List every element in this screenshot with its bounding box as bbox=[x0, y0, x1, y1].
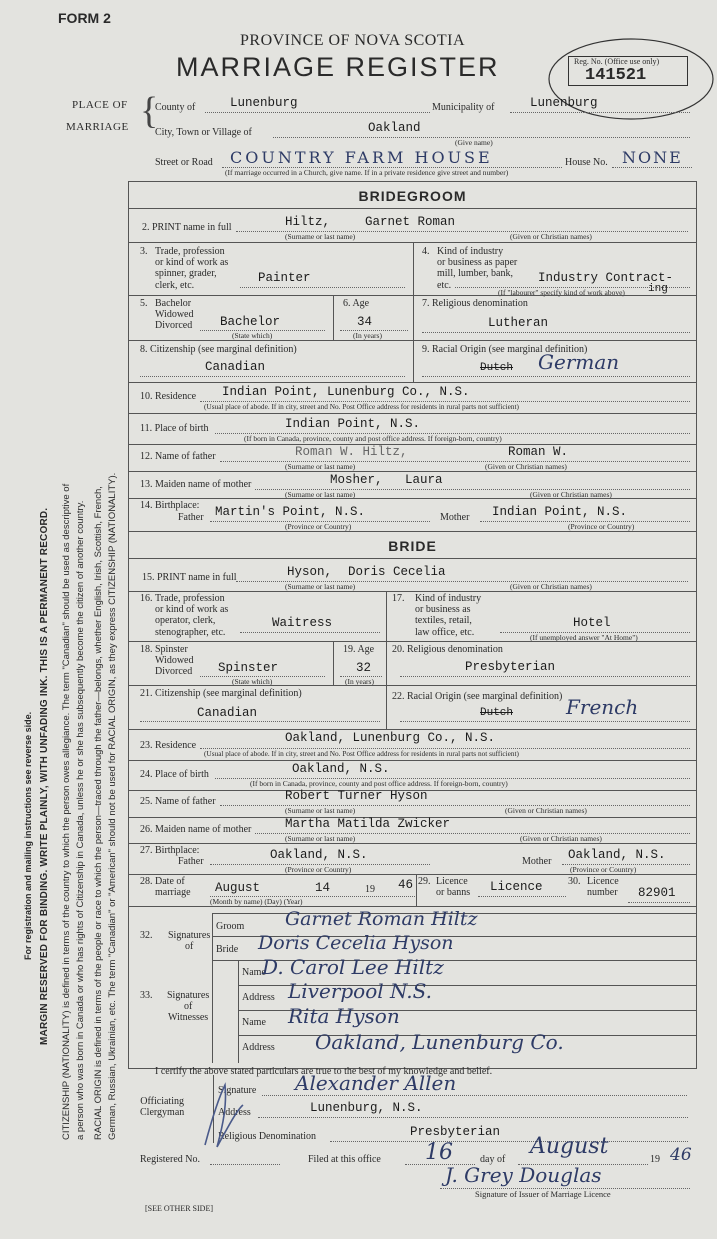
groom-racial-handwritten: German bbox=[538, 350, 620, 374]
certify-statement: I certify the above stated particulars are true to the best of my knowledge and belief. bbox=[155, 1066, 493, 1077]
county-value: Lunenburg bbox=[230, 96, 298, 110]
city-caption: (Give name) bbox=[455, 138, 493, 147]
groom-father-birthplace: Martin's Point, N.S. bbox=[215, 505, 366, 519]
party-signatures-num: 32. bbox=[140, 930, 153, 941]
groom-industry-num: 4. bbox=[422, 246, 430, 257]
street-label: Street or Road bbox=[155, 157, 213, 168]
groom-birthplace-caption: (If born in Canada, province, county and post office address. If foreign-born, country) bbox=[244, 434, 502, 443]
bride-mother-label: Maiden name of mother bbox=[155, 824, 252, 835]
clergy-address-label: Address bbox=[218, 1107, 251, 1118]
clergy-denomination: Presbyterian bbox=[410, 1125, 501, 1139]
bride-name-label: PRINT name in full bbox=[157, 572, 237, 583]
issuer-signature: J. Grey Douglas bbox=[445, 1163, 602, 1187]
bride-surname-caption: (Surname or last name) bbox=[285, 582, 356, 591]
county-label: County of bbox=[155, 102, 196, 113]
bride-religion-label: Religious denomination bbox=[407, 644, 503, 655]
form-title: MARRIAGE REGISTER bbox=[176, 52, 500, 82]
marriage-date-num: 28. bbox=[140, 876, 153, 887]
groom-age-caption: (In years) bbox=[353, 331, 382, 340]
licence-number-label: Licence number bbox=[587, 876, 619, 899]
bride-mother-birth-caption: (Province or Country) bbox=[570, 865, 637, 874]
bride-father-birth-label: Father bbox=[178, 856, 204, 867]
bride-age-caption: (In years) bbox=[345, 677, 374, 686]
street-value: COUNTRY FARM HOUSE bbox=[230, 148, 493, 167]
bride-surname: Hyson, bbox=[287, 565, 333, 579]
house-label: House No. bbox=[565, 157, 608, 168]
bride-father-given-caption: (Given or Christian names) bbox=[505, 806, 587, 815]
bride-age-label: Age bbox=[357, 644, 375, 655]
groom-industry-1: Industry Contract- bbox=[538, 271, 674, 285]
marriage-date-label: Date of marriage bbox=[155, 876, 191, 899]
bride-residence: Oakland, Lunenburg Co., N.S. bbox=[285, 731, 496, 745]
bride-parents-birthplace-label: Birthplace: bbox=[155, 845, 200, 856]
groom-racial-typed: Dutch bbox=[480, 362, 514, 374]
see-other-side-note: [SEE OTHER SIDE] bbox=[145, 1204, 213, 1213]
witness-signatures-num: 33. bbox=[140, 990, 153, 1001]
witness-signatures-label: Signatures of Witnesses bbox=[167, 990, 210, 1024]
licence-or-banns: Licence bbox=[490, 880, 543, 894]
groom-mother-label: Maiden name of mother bbox=[155, 479, 252, 490]
bride-father-birth-caption: (Province or Country) bbox=[285, 865, 352, 874]
licence-banns-label: Licence or banns bbox=[436, 876, 471, 899]
groom-father-surname-caption: (Surname or last name) bbox=[285, 462, 356, 471]
groom-surname: Hiltz, bbox=[285, 215, 331, 229]
filed-day-of-label: day of bbox=[480, 1154, 506, 1165]
registered-number-label: Registered No. bbox=[140, 1154, 200, 1165]
filed-month: August bbox=[530, 1134, 609, 1159]
marriage-year-prefix: 19 bbox=[365, 884, 375, 895]
clergy-address: Lunenburg, N.S. bbox=[310, 1101, 423, 1115]
bride-industry: Hotel bbox=[573, 616, 611, 630]
groom-status-num: 5. bbox=[140, 298, 148, 309]
licence-number: 82901 bbox=[638, 886, 676, 900]
bride-status-num: 18. bbox=[140, 644, 153, 655]
groom-father-birth-caption: (Province or Country) bbox=[285, 522, 352, 531]
bride-mother-birthplace: Oakland, N.S. bbox=[568, 848, 666, 862]
groom-given-names: Garnet Roman bbox=[365, 215, 456, 229]
bride-birthplace: Oakland, N.S. bbox=[292, 762, 390, 776]
groom-mother-birth-label: Mother bbox=[440, 512, 470, 523]
issuer-signature-caption: Signature of Issuer of Marriage Licence bbox=[475, 1189, 611, 1199]
witness1-address: Liverpool N.S. bbox=[288, 979, 432, 1003]
bride-status-caption: (State which) bbox=[232, 677, 273, 686]
municipality-value: Lunenburg bbox=[530, 96, 598, 110]
groom-mother-birth-caption: (Province or Country) bbox=[568, 522, 635, 531]
marriage-date-caption: (Month by name) (Day) (Year) bbox=[210, 897, 303, 906]
witness2-name-label: Name bbox=[242, 1017, 266, 1028]
groom-status-label: Bachelor Widowed Divorced bbox=[155, 298, 194, 332]
groom-status: Bachelor bbox=[220, 315, 281, 329]
groom-citizenship-label: Citizenship (see marginal definition) bbox=[150, 344, 297, 355]
groom-status-caption: (State which) bbox=[232, 331, 273, 340]
groom-industry-label: Kind of industry or business as paper mill, lumber, bank, etc. bbox=[437, 246, 518, 291]
groom-father-label: Name of father bbox=[155, 451, 216, 462]
groom-signature-label: Groom bbox=[216, 921, 245, 932]
filed-day: 16 bbox=[425, 1140, 453, 1165]
filed-year: 46 bbox=[670, 1145, 692, 1165]
clergy-denomination-label: Religious Denomination bbox=[218, 1131, 317, 1142]
bride-signature: Doris Cecelia Hyson bbox=[258, 932, 454, 954]
party-signatures-label: Signatures of bbox=[168, 930, 211, 953]
groom-birthplace: Indian Point, N.S. bbox=[285, 417, 421, 431]
margin-racial-def-1: RACIAL ORIGIN is defined in terms of the people or race to which the person—traced through the father—belongs, whether English, Irish, Scottish, French, bbox=[93, 486, 104, 1140]
bride-signature-label: Bride bbox=[216, 944, 239, 955]
bridegroom-heading: BRIDEGROOM bbox=[358, 188, 467, 204]
groom-age-label: Age bbox=[352, 298, 370, 309]
marriage-month: August bbox=[215, 881, 261, 895]
margin-instructions: For registration and mailing instructions see reverse side. bbox=[23, 711, 33, 960]
street-caption: (If marriage occurred in a Church, give name. If in a private residence give street and number) bbox=[225, 168, 509, 177]
bride-father-birthplace: Oakland, N.S. bbox=[270, 848, 368, 862]
groom-given-caption: (Given or Christian names) bbox=[510, 232, 592, 241]
licence-number-num: 30. bbox=[568, 876, 581, 887]
place-label-1: PLACE OF bbox=[72, 99, 128, 111]
clergy-signature: Alexander Allen bbox=[295, 1071, 457, 1095]
bride-status-label: Spinster Widowed Divorced bbox=[155, 644, 194, 678]
groom-religion: Lutheran bbox=[488, 316, 549, 330]
groom-residence-label: Residence bbox=[155, 391, 197, 402]
bride-mother-birth-label: Mother bbox=[522, 856, 552, 867]
bride-trade-num: 16. bbox=[140, 593, 153, 604]
witness1-name: D. Carol Lee Hiltz bbox=[262, 955, 444, 979]
groom-signature: Garnet Roman Hiltz bbox=[285, 908, 478, 930]
form-number: FORM 2 bbox=[58, 10, 111, 26]
groom-father-surname: Roman W. Hiltz, bbox=[295, 445, 408, 459]
groom-citizenship: Canadian bbox=[205, 360, 266, 374]
margin-binding-note: MARGIN RESERVED FOR BINDING. WRITE PLAINLY, WITH UNFADING INK. THIS IS A PERMANENT RECORD. bbox=[39, 507, 50, 1045]
margin-racial-def-2: German, Russian, Ukrainian, etc. The term "Canadian" or "American" should not be used for RACIAL ORIGIN, as they express CITIZENSHIP (NATIONALITY). bbox=[107, 472, 118, 1140]
witness2-name: Rita Hyson bbox=[288, 1004, 400, 1028]
reg-number-label: Reg. No. (Office use only) bbox=[574, 57, 660, 66]
groom-mother-given: Laura bbox=[405, 473, 443, 487]
bride-racial-handwritten: French bbox=[566, 695, 639, 719]
groom-age: 34 bbox=[357, 315, 373, 329]
bride-father-label: Name of father bbox=[155, 796, 216, 807]
reg-number: 141521 bbox=[585, 66, 647, 85]
house-value: NONE bbox=[622, 148, 683, 167]
municipality-label: Municipality of bbox=[432, 102, 495, 113]
bride-religion: Presbyterian bbox=[465, 660, 556, 674]
margin-citizenship-def-2: a person who was born in Canada or who has rights of Citizenship in Canada, unless he or she has subsequently become the citizen of another country. bbox=[75, 500, 86, 1140]
bride-citizenship-label: Citizenship (see marginal definition) bbox=[155, 688, 302, 699]
bride-mother-name: Martha Matilda Zwicker bbox=[285, 817, 451, 831]
margin-citizenship-def-1: CITIZENSHIP (NATIONALITY) is defined in terms of the country to which the person owes allegiance. The term "Canadian" should be used as descriptive of bbox=[61, 483, 72, 1140]
groom-trade-label: 3. bbox=[140, 246, 148, 257]
groom-mother-given-caption: (Given or Christian names) bbox=[530, 490, 612, 499]
place-label-2: MARRIAGE bbox=[66, 121, 129, 133]
groom-surname-caption: (Surname or last name) bbox=[285, 232, 356, 241]
bride-trade-label: Trade, profession or kind of work as operator, clerk, stenographer, etc. bbox=[155, 593, 229, 638]
clergy-signature-label: Signature bbox=[218, 1085, 257, 1096]
filed-label: Filed at this office bbox=[308, 1154, 381, 1165]
groom-trade: Painter bbox=[258, 271, 311, 285]
bride-citizenship: Canadian bbox=[197, 706, 258, 720]
bride-industry-num: 17. bbox=[392, 593, 405, 604]
groom-racial-label: Racial Origin (see marginal definition) bbox=[432, 344, 588, 355]
groom-residence-caption: (Usual place of abode. If in city, street and No. Post Office address for residents in rural parts not sufficient) bbox=[204, 402, 519, 411]
bride-residence-caption: (Usual place of abode. If in city, street and No. Post Office address for residents in rural parts not sufficient) bbox=[204, 749, 519, 758]
bride-mother-surname-caption: (Surname or last name) bbox=[285, 834, 356, 843]
marriage-year: 46 bbox=[398, 878, 414, 892]
bride-residence-label: Residence bbox=[155, 740, 197, 751]
licence-banns-num: 29. bbox=[418, 876, 431, 887]
groom-industry-caption: (If "labourer" specify kind of work above) bbox=[498, 288, 625, 297]
bride-racial-label: Racial Origin (see marginal definition) bbox=[407, 691, 563, 702]
city-label: City, Town or Village of bbox=[155, 127, 252, 138]
witness1-name-label: Name bbox=[242, 967, 266, 978]
city-value: Oakland bbox=[368, 121, 421, 135]
bride-racial-typed: Dutch bbox=[480, 707, 514, 719]
bride-industry-label: Kind of industry or business as textiles, retail, law office, etc. bbox=[415, 593, 482, 638]
groom-residence: Indian Point, Lunenburg Co., N.S. bbox=[222, 385, 470, 399]
bride-industry-caption: (If unemployed answer "At Home") bbox=[530, 633, 638, 642]
filed-year-prefix: 19 bbox=[650, 1154, 660, 1165]
groom-industry-2: ing bbox=[648, 283, 668, 295]
province-heading: PROVINCE OF NOVA SCOTIA bbox=[240, 32, 466, 49]
clergy-initial-mark bbox=[195, 1075, 255, 1155]
witness1-address-label: Address bbox=[242, 992, 275, 1003]
marriage-day: 14 bbox=[315, 881, 331, 895]
bride-birthplace-caption: (If born in Canada, province, county and post office address. If foreign-born, country) bbox=[250, 779, 508, 788]
witness2-address-label: Address bbox=[242, 1042, 275, 1053]
bride-age: 32 bbox=[356, 661, 372, 675]
bride-heading: BRIDE bbox=[388, 538, 437, 554]
bride-status: Spinster bbox=[218, 661, 279, 675]
groom-father-given-caption: (Given or Christian names) bbox=[485, 462, 567, 471]
witness2-address: Oakland, Lunenburg Co. bbox=[315, 1030, 564, 1054]
bride-given-names: Doris Cecelia bbox=[348, 565, 446, 579]
groom-father-given: Roman W. bbox=[508, 445, 569, 459]
groom-trade-label-text: Trade, profession or kind of work as spinner, grader, clerk, etc. bbox=[155, 246, 229, 291]
groom-mother-birthplace: Indian Point, N.S. bbox=[492, 505, 628, 519]
bride-given-caption: (Given or Christian names) bbox=[510, 582, 592, 591]
groom-father-birth-label: Father bbox=[178, 512, 204, 523]
groom-birthplace-label: Place of birth bbox=[154, 423, 209, 434]
groom-parents-birthplace-label: Birthplace: bbox=[155, 500, 200, 511]
groom-mother-surname-caption: (Surname or last name) bbox=[285, 490, 356, 499]
groom-name-label: 2. PRINT name in full bbox=[142, 222, 232, 233]
groom-religion-label: Religious denomination bbox=[432, 298, 528, 309]
bride-birthplace-label: Place of birth bbox=[155, 769, 209, 780]
groom-mother-surname: Mosher, bbox=[330, 473, 383, 487]
bride-father-surname-caption: (Surname or last name) bbox=[285, 806, 356, 815]
place-brace: { bbox=[140, 90, 159, 132]
bride-father-name: Robert Turner Hyson bbox=[285, 789, 428, 803]
officiating-clergyman-label: Officiating Clergyman bbox=[140, 1096, 185, 1119]
bride-mother-given-caption: (Given or Christian names) bbox=[520, 834, 602, 843]
bride-trade: Waitress bbox=[272, 616, 333, 630]
